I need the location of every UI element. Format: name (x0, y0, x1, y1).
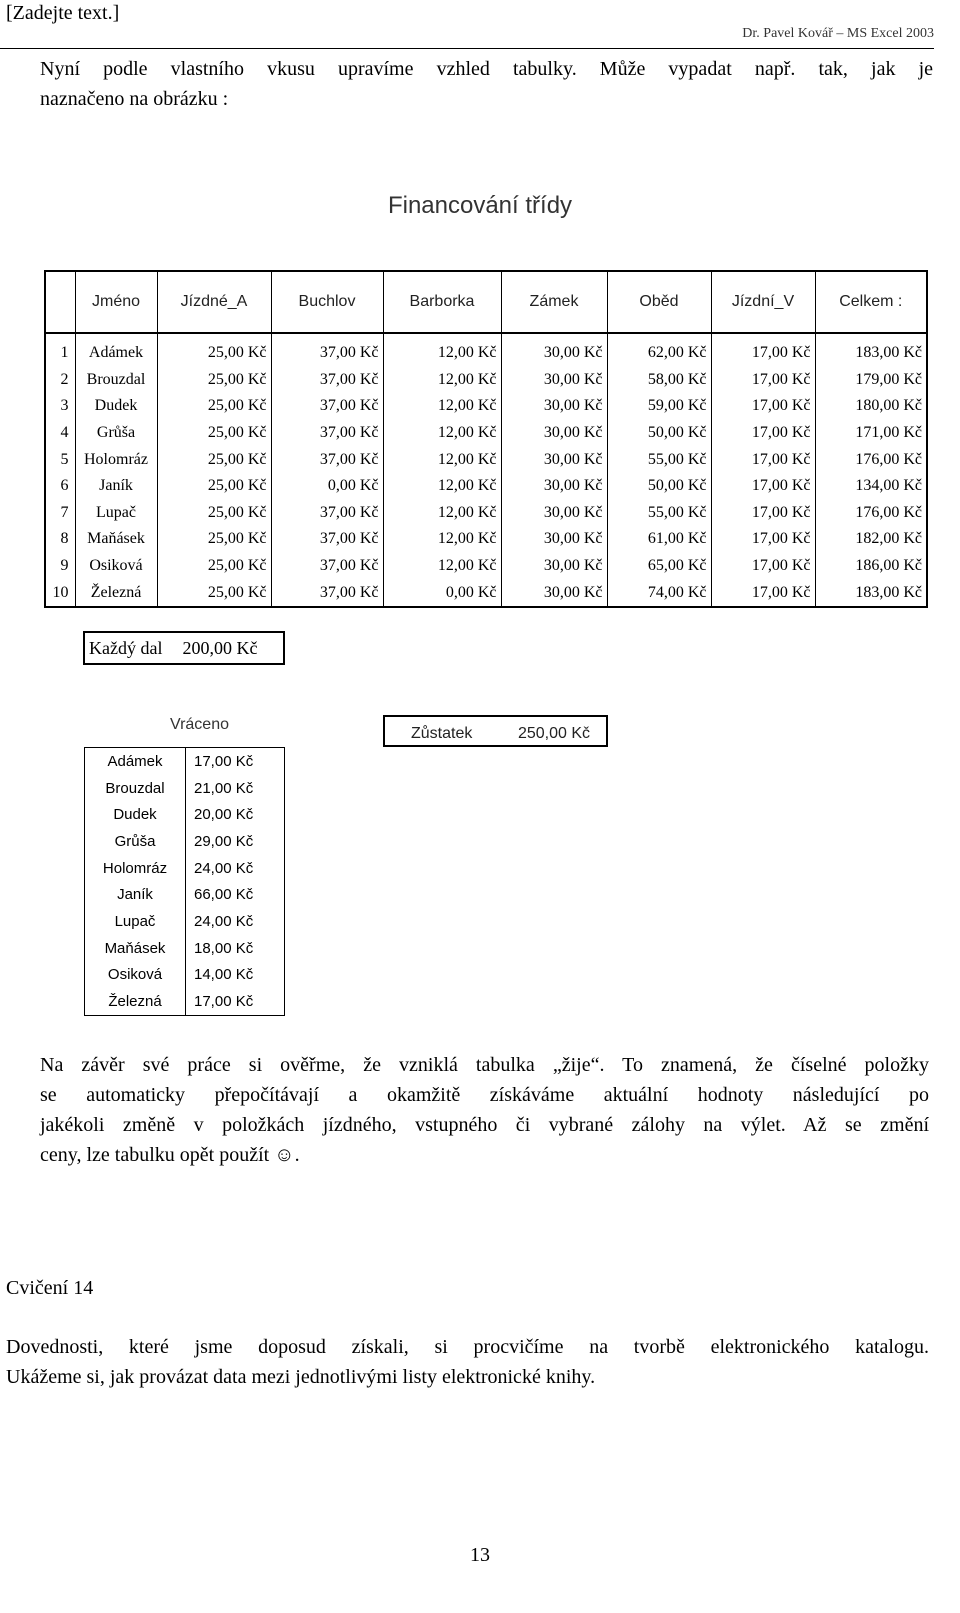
list-item (85, 908, 285, 935)
amount-cell: 0,00 Kč (383, 579, 501, 607)
table-row (45, 500, 927, 527)
amount-cell: 17,00 Kč (711, 473, 815, 500)
returned-amount: 24,00 Kč (194, 859, 254, 877)
table-row (45, 367, 927, 394)
column-header: Celkem : (815, 271, 927, 333)
conclusion-line: jakékoli změně v položkách jízdného, vstupného či vybrané zálohy na výlet. Až se změní (40, 1114, 929, 1136)
row-number: 5 (60, 450, 69, 468)
list-item (85, 881, 285, 908)
returned-amount: 14,00 Kč (194, 966, 254, 984)
student-name: Janík (75, 473, 157, 500)
column-header: Oběd (607, 271, 711, 333)
amount-cell: 12,00 Kč (383, 333, 501, 367)
amount-cell: 0,00 Kč (271, 473, 383, 500)
amount-cell: 12,00 Kč (383, 420, 501, 447)
amount-cell: 37,00 Kč (271, 526, 383, 553)
returned-name: Železná (85, 988, 186, 1015)
row-number: 9 (60, 557, 69, 575)
row-number: 4 (60, 424, 69, 442)
balance-box (383, 715, 608, 747)
exercise-paragraph (6, 1332, 929, 1392)
header-placeholder: [Zadejte text.] (6, 2, 120, 24)
amount-cell: 37,00 Kč (271, 367, 383, 394)
returned-name: Grůša (85, 828, 186, 855)
amount-cell: 25,00 Kč (157, 367, 271, 394)
amount-cell: 30,00 Kč (501, 553, 607, 580)
table-row (45, 420, 927, 447)
page-number: 13 (470, 1544, 490, 1566)
amount-cell: 12,00 Kč (383, 500, 501, 527)
amount-cell: 30,00 Kč (501, 333, 607, 367)
column-header: Jméno (75, 271, 157, 333)
row-number: 3 (60, 397, 69, 415)
finance-header-row (45, 271, 927, 333)
returned-amount: 21,00 Kč (194, 779, 254, 797)
intro-paragraph (40, 54, 933, 114)
amount-cell: 50,00 Kč (607, 473, 711, 500)
amount-cell: 62,00 Kč (607, 333, 711, 367)
table-row (45, 333, 927, 367)
student-name: Maňásek (75, 526, 157, 553)
row-number: 10 (52, 583, 69, 601)
amount-cell: 17,00 Kč (711, 333, 815, 367)
amount-cell: 58,00 Kč (607, 367, 711, 394)
table-row (45, 446, 927, 473)
exercise-title: Cvičení 14 (6, 1277, 94, 1299)
student-name: Osiková (75, 553, 157, 580)
balance-value: 250,00 Kč (517, 725, 590, 742)
amount-cell: 183,00 Kč (815, 579, 927, 607)
amount-cell: 171,00 Kč (815, 420, 927, 447)
each-paid-box (83, 631, 285, 665)
returned-name: Maňásek (85, 935, 186, 962)
finance-table (44, 270, 928, 608)
amount-cell: 182,00 Kč (815, 526, 927, 553)
amount-cell: 12,00 Kč (383, 553, 501, 580)
amount-cell: 186,00 Kč (815, 553, 927, 580)
column-header: Buchlov (271, 271, 383, 333)
amount-cell: 30,00 Kč (501, 446, 607, 473)
student-name: Adámek (75, 333, 157, 367)
amount-cell: 61,00 Kč (607, 526, 711, 553)
student-name: Grůša (75, 420, 157, 447)
returned-name: Adámek (85, 748, 186, 775)
student-name: Železná (75, 579, 157, 607)
header-author: Dr. Pavel Kovář – MS Excel 2003 (742, 26, 934, 41)
amount-cell: 55,00 Kč (607, 500, 711, 527)
returned-name: Osiková (85, 962, 186, 989)
amount-cell: 176,00 Kč (815, 500, 927, 527)
returned-name: Janík (85, 881, 186, 908)
amount-cell: 30,00 Kč (501, 579, 607, 607)
list-item (85, 962, 285, 989)
amount-cell: 50,00 Kč (607, 420, 711, 447)
list-item (85, 935, 285, 962)
student-name: Dudek (75, 393, 157, 420)
returned-amount: 24,00 Kč (194, 912, 254, 930)
table-row (45, 553, 927, 580)
list-item (85, 775, 285, 802)
amount-cell: 12,00 Kč (383, 367, 501, 394)
amount-cell: 37,00 Kč (271, 446, 383, 473)
amount-cell: 25,00 Kč (157, 500, 271, 527)
exercise-line: Ukážeme si, jak provázat data mezi jednotlivými listy elektronické knihy. (6, 1366, 596, 1388)
student-name: Lupač (75, 500, 157, 527)
column-header: Jízdní_V (711, 271, 815, 333)
table-row (45, 579, 927, 607)
amount-cell: 25,00 Kč (157, 420, 271, 447)
amount-cell: 179,00 Kč (815, 367, 927, 394)
returned-amount: 20,00 Kč (194, 806, 254, 824)
amount-cell: 17,00 Kč (711, 526, 815, 553)
amount-cell: 37,00 Kč (271, 579, 383, 607)
amount-cell: 17,00 Kč (711, 500, 815, 527)
amount-cell: 17,00 Kč (711, 420, 815, 447)
returned-label: Vráceno (170, 716, 229, 733)
amount-cell: 30,00 Kč (501, 420, 607, 447)
row-number: 2 (60, 370, 69, 388)
amount-cell: 12,00 Kč (383, 446, 501, 473)
amount-cell: 30,00 Kč (501, 367, 607, 394)
amount-cell: 134,00 Kč (815, 473, 927, 500)
exercise-line: Dovednosti, které jsme doposud získali, si procvičíme na tvorbě elektronického katalogu. (6, 1336, 929, 1358)
amount-cell: 17,00 Kč (711, 367, 815, 394)
each-paid-label: Každý dal (89, 637, 163, 658)
student-name: Brouzdal (75, 367, 157, 394)
amount-cell: 12,00 Kč (383, 473, 501, 500)
conclusion-line: ceny, lze tabulku opět použít ☺. (40, 1144, 300, 1166)
amount-cell: 59,00 Kč (607, 393, 711, 420)
column-header: Barborka (383, 271, 501, 333)
list-item (85, 748, 285, 775)
amount-cell: 25,00 Kč (157, 579, 271, 607)
amount-cell: 12,00 Kč (383, 526, 501, 553)
returned-name: Holomráz (85, 855, 186, 882)
amount-cell: 55,00 Kč (607, 446, 711, 473)
amount-cell: 17,00 Kč (711, 579, 815, 607)
amount-cell: 30,00 Kč (501, 473, 607, 500)
conclusion-line: Na závěr své práce si ověřme, že vzniklá tabulka „žije“. To znamená, že číselné položky (40, 1054, 929, 1076)
amount-cell: 12,00 Kč (383, 393, 501, 420)
amount-cell: 37,00 Kč (271, 553, 383, 580)
amount-cell: 30,00 Kč (501, 526, 607, 553)
row-number: 6 (60, 477, 69, 495)
amount-cell: 183,00 Kč (815, 333, 927, 367)
list-item (85, 828, 285, 855)
amount-cell: 37,00 Kč (271, 333, 383, 367)
amount-cell: 17,00 Kč (711, 446, 815, 473)
returned-name: Brouzdal (85, 775, 186, 802)
amount-cell: 25,00 Kč (157, 553, 271, 580)
amount-cell: 25,00 Kč (157, 446, 271, 473)
returned-amount: 18,00 Kč (194, 939, 254, 957)
returned-amount: 66,00 Kč (194, 886, 254, 904)
amount-cell: 25,00 Kč (157, 526, 271, 553)
amount-cell: 25,00 Kč (157, 393, 271, 420)
row-number: 7 (60, 503, 69, 521)
each-paid-value: 200,00 Kč (182, 637, 258, 658)
list-item (85, 988, 285, 1015)
amount-cell: 74,00 Kč (607, 579, 711, 607)
intro-line-1: Nyní podle vlastního vkusu upravíme vzhled tabulky. Může vypadat např. tak, jak je (40, 58, 933, 80)
row-number: 1 (60, 344, 69, 362)
returned-amount: 17,00 Kč (194, 752, 254, 770)
conclusion-line: se automaticky přepočítávají a okamžitě získáváme aktuální hodnoty následující po (40, 1084, 929, 1106)
list-item (85, 855, 285, 882)
amount-cell: 25,00 Kč (157, 473, 271, 500)
list-item (85, 801, 285, 828)
amount-cell: 180,00 Kč (815, 393, 927, 420)
returned-name: Lupač (85, 908, 186, 935)
amount-cell: 25,00 Kč (157, 333, 271, 367)
table-row (45, 393, 927, 420)
amount-cell: 17,00 Kč (711, 553, 815, 580)
intro-line-2: naznačeno na obrázku : (40, 88, 229, 110)
column-header: Zámek (501, 271, 607, 333)
table-title: Financování třídy (387, 192, 573, 219)
table-row (45, 526, 927, 553)
amount-cell: 17,00 Kč (711, 393, 815, 420)
student-name: Holomráz (75, 446, 157, 473)
returned-table (84, 747, 285, 1016)
amount-cell: 30,00 Kč (501, 393, 607, 420)
returned-amount: 17,00 Kč (194, 993, 254, 1011)
amount-cell: 176,00 Kč (815, 446, 927, 473)
returned-amount: 29,00 Kč (194, 832, 254, 850)
amount-cell: 65,00 Kč (607, 553, 711, 580)
column-header: Jízdné_A (157, 271, 271, 333)
table-row (45, 473, 927, 500)
amount-cell: 37,00 Kč (271, 393, 383, 420)
header-divider (0, 48, 934, 49)
amount-cell: 30,00 Kč (501, 500, 607, 527)
row-number: 8 (60, 530, 69, 548)
balance-label: Zůstatek (411, 725, 473, 742)
conclusion-paragraph (40, 1050, 929, 1170)
returned-name: Dudek (85, 801, 186, 828)
amount-cell: 37,00 Kč (271, 420, 383, 447)
amount-cell: 37,00 Kč (271, 500, 383, 527)
